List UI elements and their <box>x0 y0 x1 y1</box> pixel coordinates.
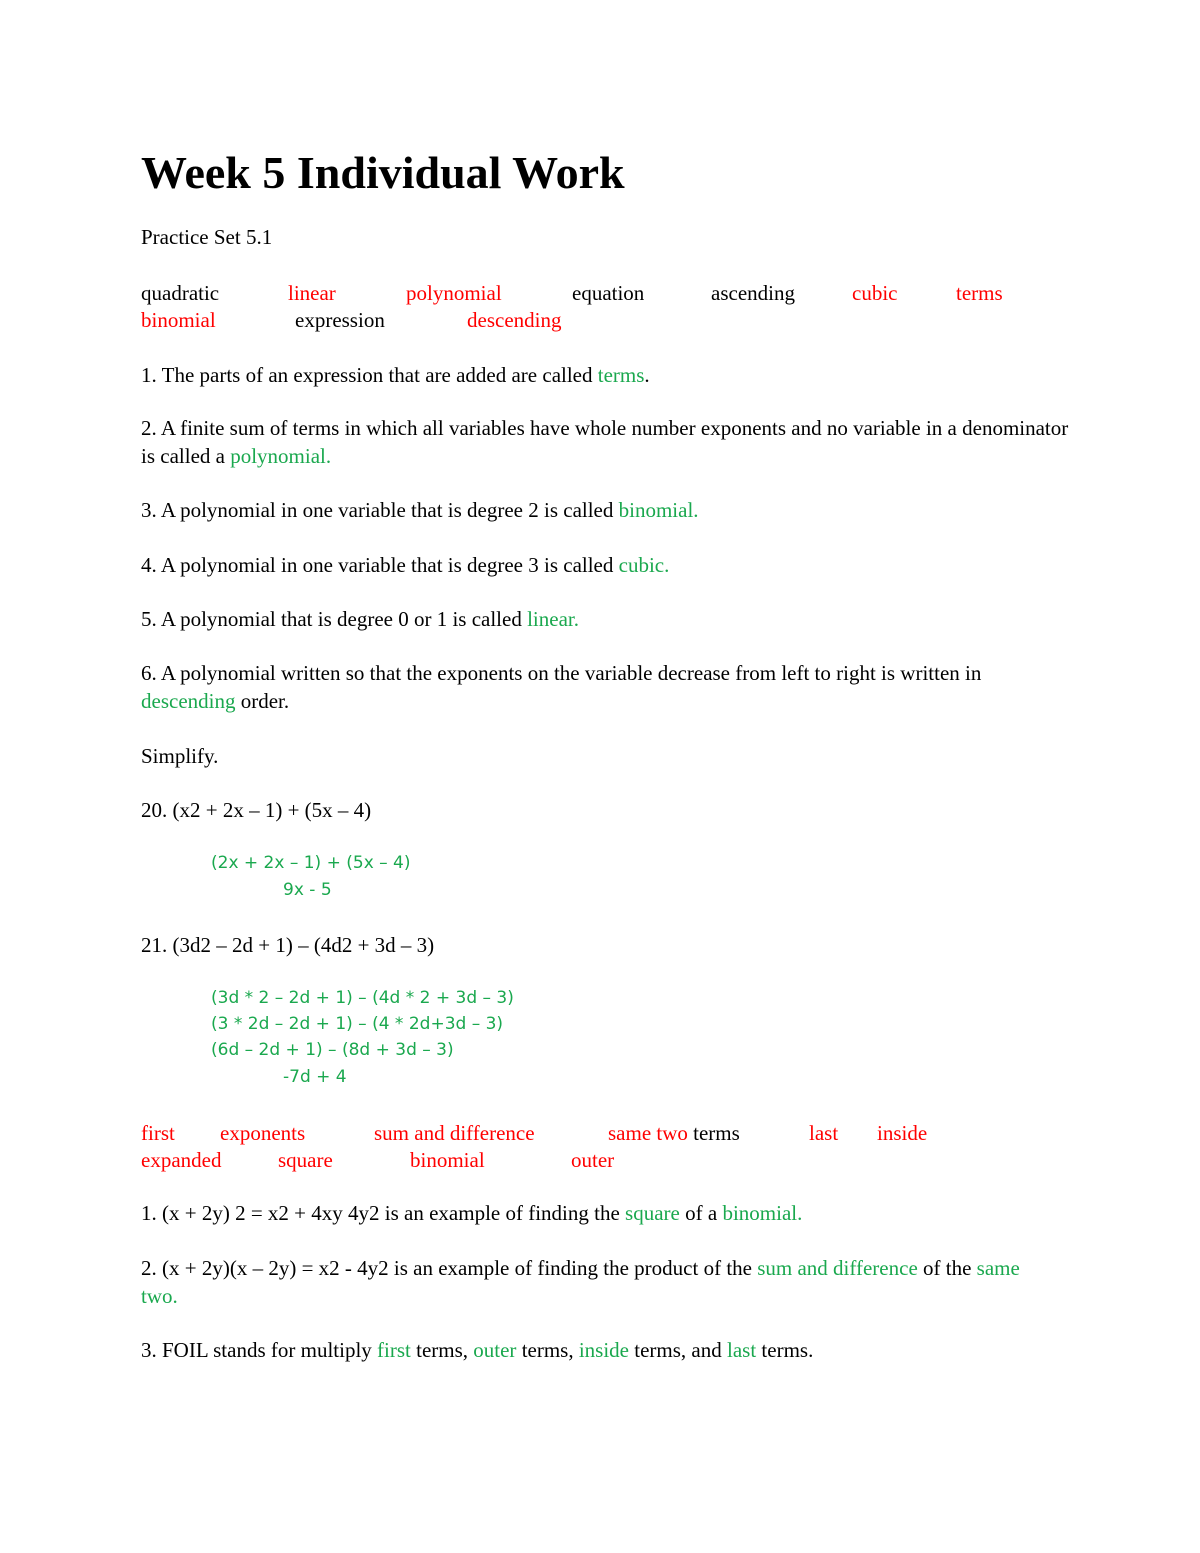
simplify-label: Simplify. <box>141 744 219 768</box>
word-expression: expression <box>295 308 385 332</box>
question-2-3-text: terms, and <box>629 1338 727 1362</box>
question-2-1-text: 1. (x + 2y) 2 = x2 + 4xy 4y2 is an example of finding the <box>141 1201 626 1225</box>
question-2-3-answer: inside <box>578 1338 630 1362</box>
question-1-end: . <box>644 363 650 387</box>
question-6-end: order. <box>235 689 290 713</box>
question-2-3-text: 3. FOIL stands for multiply <box>141 1338 378 1362</box>
problem-20-answer: 9x - 5 <box>283 880 332 900</box>
question-2-3-answer: last <box>727 1338 757 1362</box>
word-same-two-terms <box>608 1123 740 1144</box>
word-terms: terms <box>956 281 1003 305</box>
question-2-1-text: of a <box>679 1201 723 1225</box>
word-ascending: ascending <box>711 281 795 305</box>
question-6 <box>141 659 1021 715</box>
question-6-text: 6. A polynomial written so that the exponents on the variable decrease from left to right is written in <box>141 661 982 685</box>
question-2-1-answer: binomial. <box>722 1201 803 1225</box>
question-2-answer: polynomial. <box>230 444 332 468</box>
question-3-answer: binomial. <box>618 498 699 522</box>
question-5-answer: linear. <box>527 607 579 631</box>
question-5-text: 5. A polynomial that is degree 0 or 1 is called <box>141 607 528 631</box>
question-1 <box>141 365 650 386</box>
word-linear: linear <box>288 281 336 305</box>
question-2-2-answer: same two. <box>141 1256 1020 1308</box>
problem-21-work-line: (6d – 2d + 1) – (8d + 3d – 3) <box>211 1040 454 1060</box>
question-2-3-text: terms, <box>516 1338 579 1362</box>
question-5 <box>141 609 579 630</box>
problem-21-answer: -7d + 4 <box>283 1067 347 1087</box>
question-2-2-text: 2. (x + 2y)(x – 2y) = x2 - 4y2 is an example of finding the product of the <box>141 1256 758 1280</box>
question-2-3-answer: first <box>377 1338 411 1362</box>
word-expanded: expanded <box>141 1148 222 1172</box>
problem-21-work-line: (3 * 2d – 2d + 1) – (4 * 2d+3d – 3) <box>211 1014 504 1034</box>
word-terms-suffix: terms <box>687 1121 740 1145</box>
question-3-text: 3. A polynomial in one variable that is degree 2 is called <box>141 498 619 522</box>
question-2-3-text: terms. <box>756 1338 814 1362</box>
question-2-2-answer: sum and difference <box>757 1256 918 1280</box>
question-1-text: 1. The parts of an expression that are added are called <box>141 363 598 387</box>
word-cubic: cubic <box>852 281 898 305</box>
word-descending: descending <box>467 308 562 332</box>
word-same-two: same two <box>608 1121 688 1145</box>
question-4-answer: cubic. <box>618 553 670 577</box>
question-1-answer: terms <box>597 363 645 387</box>
word-first: first <box>141 1121 175 1145</box>
question-2-3-answer: outer <box>473 1338 517 1362</box>
word-binomial: binomial <box>141 308 216 332</box>
question-2 <box>141 414 1071 470</box>
question-2-3 <box>141 1340 813 1361</box>
word-square: square <box>278 1148 333 1172</box>
question-6-answer: descending <box>141 689 236 713</box>
question-3 <box>141 500 699 521</box>
question-4 <box>141 555 669 576</box>
problem-21-work-line: (3d * 2 – 2d + 1) – (4d * 2 + 3d – 3) <box>211 988 514 1008</box>
word-inside: inside <box>877 1121 928 1145</box>
question-2-1 <box>141 1203 802 1224</box>
problem-20: 20. (x2 + 2x – 1) + (5x – 4) <box>141 798 372 822</box>
question-2-2-text: of the <box>917 1256 977 1280</box>
problem-20-work-line: (2x + 2x – 1) + (5x – 4) <box>211 853 411 873</box>
question-4-text: 4. A polynomial in one variable that is degree 3 is called <box>141 553 619 577</box>
word-sum-and-difference: sum and difference <box>374 1121 535 1145</box>
question-2-1-answer: square <box>625 1201 680 1225</box>
word-polynomial: polynomial <box>406 281 502 305</box>
question-2-3-text: terms, <box>410 1338 474 1362</box>
word-equation: equation <box>572 281 645 305</box>
word-exponents: exponents <box>220 1121 306 1145</box>
problem-21: 21. (3d2 – 2d + 1) – (4d2 + 3d – 3) <box>141 933 435 957</box>
question-2-text: 2. A finite sum of terms in which all variables have whole number exponents and no variable in a denominator is called a <box>141 416 1069 468</box>
question-2-2 <box>141 1254 1051 1310</box>
practice-set-label: Practice Set 5.1 <box>141 225 273 249</box>
word-outer: outer <box>571 1148 615 1172</box>
word-last: last <box>809 1121 839 1145</box>
page-title: Week 5 Individual Work <box>141 147 625 198</box>
word-binomial-2: binomial <box>410 1148 485 1172</box>
word-quadratic: quadratic <box>141 281 220 305</box>
